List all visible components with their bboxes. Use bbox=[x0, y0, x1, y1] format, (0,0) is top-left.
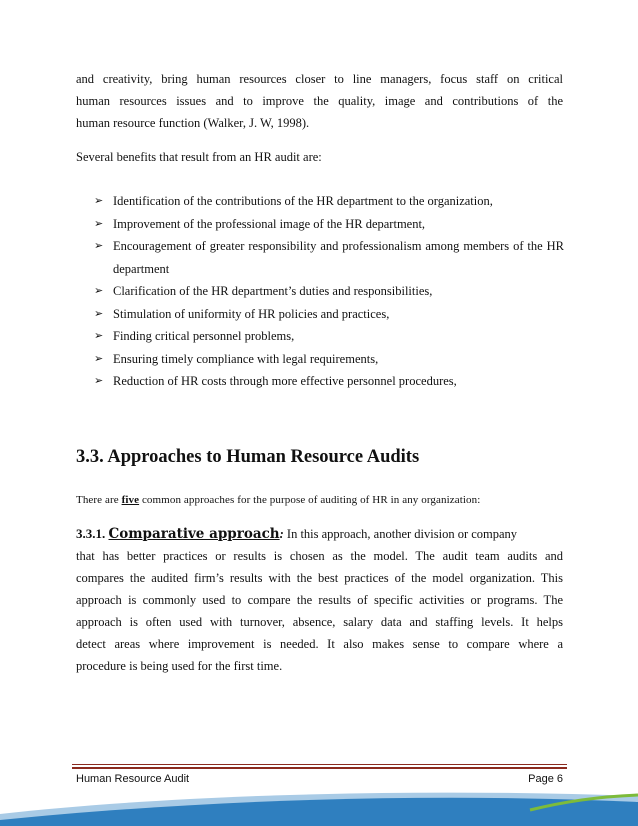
list-item-text: Reduction of HR costs through more effective personnel procedures, bbox=[113, 374, 457, 388]
subsection-colon: : bbox=[279, 527, 284, 541]
list-item-text: Stimulation of uniformity of HR policies and practices, bbox=[113, 306, 390, 321]
line: human resource function (Walker, J. W, 1998). bbox=[76, 116, 310, 130]
list-item bbox=[94, 370, 564, 393]
arrow-bullet-icon: ➢ bbox=[94, 284, 104, 297]
list-item-text: Finding critical personnel problems, bbox=[113, 329, 295, 343]
paragraph-walker-citation bbox=[76, 68, 563, 134]
list-item-text: Identification of the contributions of the HR department to the organization, bbox=[113, 194, 493, 208]
swoosh-blue-wave bbox=[0, 798, 638, 826]
line: compares the audited firm’s results with the best practices of the model organization. This bbox=[76, 571, 563, 585]
list-item bbox=[94, 213, 564, 236]
footer-swoosh-decoration bbox=[0, 786, 638, 826]
subsection-lead-text: In this approach, another division or company bbox=[283, 527, 518, 541]
intro-text: common approaches for the purpose of auditing of HR in any organization: bbox=[139, 494, 481, 506]
section-heading: 3.3. Approaches to Human Resource Audits bbox=[76, 447, 420, 467]
footer-rule-thick bbox=[72, 767, 567, 769]
arrow-bullet-icon: ➢ bbox=[94, 351, 104, 365]
footer-title: Human Resource Audit bbox=[76, 773, 190, 785]
line: approach is often used with turnover, absence, salary data and staffing levels. It helps bbox=[76, 615, 563, 629]
line bbox=[76, 523, 563, 545]
list-item bbox=[94, 280, 564, 303]
line: and creativity, bring human resources closer to line managers, focus staff on critical bbox=[76, 72, 563, 86]
list-item bbox=[94, 348, 564, 371]
benefits-intro: Several benefits that result from an HR audit are: bbox=[76, 150, 322, 164]
comparative-approach-paragraph bbox=[76, 523, 563, 677]
footer-rule bbox=[72, 764, 567, 765]
intro-text: There are bbox=[76, 494, 122, 506]
line: procedure is being used for the first time. bbox=[76, 659, 283, 673]
list-item bbox=[94, 235, 564, 280]
benefits-list bbox=[94, 190, 564, 393]
arrow-bullet-icon: ➢ bbox=[94, 306, 104, 320]
list-item-text: Clarification of the HR department’s duties and responsibilities, bbox=[113, 284, 433, 298]
list-item-text: Ensuring timely compliance with legal requirements, bbox=[113, 351, 379, 366]
list-item-text: Improvement of the professional image of the HR department, bbox=[113, 216, 426, 231]
intro-emphasis: five bbox=[121, 494, 140, 506]
list-item-text: Encouragement of greater responsibility and professionalism among members of the HR department bbox=[113, 239, 564, 276]
arrow-bullet-icon: ➢ bbox=[94, 194, 104, 207]
line: that has better practices or results is chosen as the model. The audit team audits and bbox=[76, 549, 563, 563]
list-item bbox=[94, 190, 564, 213]
approaches-intro bbox=[76, 492, 563, 508]
arrow-bullet-icon: ➢ bbox=[94, 239, 104, 252]
subsection-title: Comparative approach bbox=[108, 526, 280, 542]
arrow-bullet-icon: ➢ bbox=[94, 216, 104, 230]
list-item bbox=[94, 325, 564, 348]
line: approach is commonly used to compare the results of specific activities or programs. The bbox=[76, 593, 563, 607]
arrow-bullet-icon: ➢ bbox=[94, 329, 104, 342]
line: human resources issues and to improve the quality, image and contributions of the bbox=[76, 94, 563, 108]
list-item bbox=[94, 303, 564, 326]
subsection-number: 3.3.1. bbox=[76, 526, 109, 541]
line: detect areas where improvement is needed. It also makes sense to compare where a bbox=[76, 637, 563, 651]
arrow-bullet-icon: ➢ bbox=[94, 374, 104, 387]
page-number: Page 6 bbox=[528, 773, 563, 785]
